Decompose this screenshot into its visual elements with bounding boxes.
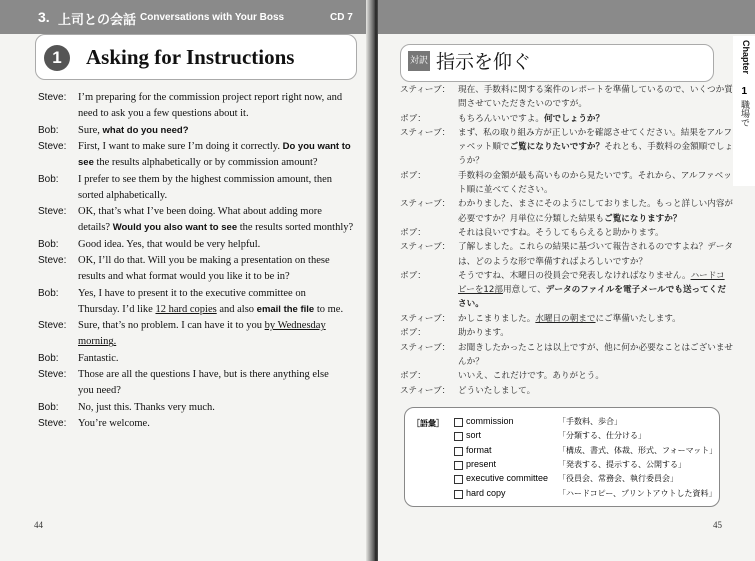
speaker-name: Bob: — [38, 287, 59, 299]
dialogue-line — [458, 197, 733, 211]
translation-badge: 対訳 — [408, 51, 430, 71]
dialogue-line — [78, 285, 306, 303]
dialogue-line — [458, 384, 535, 398]
dialogue-text: you need? — [78, 385, 121, 397]
dialogue-text: わかりました、まさにそのようにしておりました。もっと詳しい内容が — [458, 199, 734, 210]
checkbox-icon[interactable] — [454, 490, 463, 499]
speaker-name: Steve: — [38, 206, 67, 218]
vocabulary-definition: 「構成、書式、体裁、形式、フォーマット」 — [558, 445, 718, 455]
left-page — [0, 0, 372, 561]
page-number-right: 45 — [713, 520, 722, 530]
speaker-name: スティーブ： — [400, 128, 451, 138]
dialogue-text: ァベット順で — [458, 142, 510, 153]
dialogue-line — [458, 341, 733, 355]
side-tab-number: 1 — [741, 86, 747, 97]
dialogue-text: First, I want to make sure I’m doing it correctly. — [78, 140, 283, 152]
dialogue-text: 12 hard copies — [155, 303, 217, 315]
dialogue-line — [78, 382, 121, 400]
cd-track-label: CD 7 — [330, 12, 353, 23]
dialogue-text: Sure, — [78, 124, 103, 136]
vocabulary-item — [454, 444, 718, 459]
dialogue-line — [78, 203, 322, 221]
dialogue-text: 手数料の金額が最も高いものから見たいです。それから、アルファベッ — [458, 170, 732, 181]
dialogue-text: 何でしょうか？ — [543, 113, 605, 124]
section-number-badge: 1 — [44, 45, 70, 71]
dialogue-line — [78, 415, 150, 433]
dialogue-line — [458, 83, 733, 97]
vocabulary-definition: 「手数料、歩合」 — [558, 417, 622, 426]
dialogue-text: ピーを12部 — [458, 285, 503, 296]
dialogue-line — [458, 126, 732, 140]
speaker-name: Steve: — [38, 320, 67, 332]
vocabulary-definition: 「分類する、仕分ける」 — [558, 431, 646, 441]
dialogue-line — [458, 97, 587, 111]
dialogue-text: お聞きしたかったことは以上ですが、他に何か必要なことはございませ — [458, 342, 734, 353]
dialogue-text: Fantastic. — [78, 352, 119, 364]
speaker-name: Steve: — [38, 369, 67, 381]
dialogue-line — [78, 236, 260, 254]
dialogue-text: Good idea. Yes, that would be very helpful. — [78, 238, 261, 250]
dialogue-line — [458, 355, 484, 369]
vocabulary-item — [454, 459, 714, 473]
dialogue-text: Those are all the questions I have, but is there anything else — [78, 369, 329, 381]
speaker-name: ボブ： — [400, 228, 426, 238]
dialogue-text: にご準備いたします。 — [595, 313, 681, 324]
dialogue-text: Sure, that’s no problem. I can have it to you — [78, 320, 265, 332]
vocabulary-item — [454, 487, 717, 502]
dialogue-text: まず、私の取り組み方が正しいかを確認させてください。結果をアルフ — [458, 128, 732, 138]
dialogue-text: んか？ — [458, 356, 484, 367]
dialogue-line — [458, 169, 732, 183]
dialogue-line — [458, 112, 604, 126]
dialogue-line — [458, 226, 664, 240]
dialogue-line — [78, 301, 343, 319]
dialogue-text: もちろんいいですよ。 — [458, 113, 544, 124]
dialogue-text: sorted alphabetically. — [78, 189, 168, 201]
dialogue-text: No, just this. Thanks very much. — [78, 401, 215, 413]
dialogue-line — [78, 187, 167, 205]
speaker-name: Bob: — [38, 238, 59, 250]
speaker-name: スティーブ： — [400, 242, 451, 253]
vocabulary-word: sort — [466, 430, 482, 441]
vocabulary-word: executive committee — [466, 473, 549, 484]
dialogue-line — [78, 252, 330, 270]
dialogue-text: You’re welcome. — [78, 418, 150, 429]
dialogue-line — [78, 333, 116, 351]
right-page — [378, 0, 755, 561]
dialogue-text: ハードコ — [690, 271, 725, 281]
dialogue-text: what do you need? — [102, 124, 189, 136]
dialogue-text: morning. — [78, 336, 117, 348]
dialogue-text: ト順に並べてください。 — [458, 184, 553, 195]
dialogue-line — [78, 105, 249, 123]
dialogue-line — [458, 326, 509, 340]
dialogue-line — [458, 240, 733, 254]
speaker-name: スティーブ： — [400, 85, 451, 95]
header-band-right — [378, 0, 755, 34]
dialogue-line — [78, 268, 290, 286]
side-tab-label: 職場で — [739, 100, 749, 127]
translation-title: 指示を仰ぐ — [436, 51, 532, 73]
checkbox-icon[interactable] — [454, 475, 463, 484]
dialogue-text: そうですね、木曜日の役員会で発表しなければなりません。 — [458, 271, 691, 281]
vocabulary-word: commission — [466, 416, 514, 426]
dialogue-text: Thursday. I’d like — [78, 303, 156, 315]
dialogue-text: OK, I’ll do that. Will you be making a presentation on these — [78, 255, 330, 266]
speaker-name: Steve: — [38, 140, 67, 152]
side-tab-chapter: Chapter — [741, 40, 751, 75]
dialogue-text: need to ask you a few questions about it. — [78, 108, 249, 120]
header-band — [0, 0, 372, 34]
speaker-name: ボブ： — [400, 328, 426, 339]
dialogue-line — [78, 171, 332, 189]
speaker-name: Bob: — [38, 352, 59, 364]
speaker-name: Steve: — [38, 92, 67, 103]
dialogue-text: さい。 — [458, 299, 484, 310]
dialogue-text: ご覧になりたいですか？ — [509, 142, 605, 153]
speaker-name: ボブ： — [400, 170, 426, 181]
dialogue-line — [458, 269, 725, 283]
dialogue-text: 現在、手数料に関する案件のレポートを準備しているので、いくつか質 — [458, 85, 733, 95]
vocabulary-item — [454, 416, 714, 430]
chapter-title-en: Conversations with Your Boss — [140, 12, 285, 23]
chapter-number: 3. — [38, 9, 50, 25]
dialogue-text: 了解しました。これらの結果に基づいて報告されるのですよね？データ — [458, 242, 734, 253]
dialogue-text: details? — [78, 222, 113, 234]
dialogue-text: Do you want to — [282, 140, 351, 152]
section-title: Asking for Instructions — [86, 45, 295, 69]
dialogue-line — [458, 283, 726, 297]
speaker-name: Steve: — [38, 255, 67, 266]
dialogue-line — [78, 366, 329, 384]
speaker-name: ボブ： — [400, 271, 426, 281]
checkbox-icon[interactable] — [454, 461, 463, 470]
speaker-name: ボブ： — [400, 113, 426, 124]
dialogue-text: 問させていただきたいのですが。 — [458, 99, 587, 110]
speaker-name: スティーブ： — [400, 199, 451, 210]
dialogue-text: うか？ — [458, 156, 484, 167]
speaker-name: Bob: — [38, 401, 59, 413]
vocabulary-item — [454, 430, 714, 444]
speaker-name: Steve: — [38, 418, 67, 429]
speaker-name: スティーブ： — [400, 342, 451, 353]
dialogue-text: それは良いですね。そうしてもらえると助かります。 — [458, 228, 664, 238]
vocabulary-word: present — [466, 458, 497, 469]
dialogue-line — [78, 350, 119, 368]
dialogue-line — [458, 183, 553, 197]
dialogue-line — [78, 122, 189, 140]
dialogue-line — [78, 89, 342, 107]
dialogue-line — [458, 369, 604, 383]
dialogue-text: ご覧になりますか？ — [604, 213, 682, 224]
vocabulary-definition: 「ハードコピー、プリントアウトした資料」 — [558, 488, 717, 498]
vocabulary-word: hard copy — [466, 487, 506, 498]
checkbox-icon[interactable] — [454, 432, 463, 441]
dialogue-text: かしこまりました。 — [458, 313, 536, 324]
dialogue-line — [78, 219, 353, 237]
dialogue-text: I’m preparing for the commission project report right now, and — [78, 92, 343, 103]
dialogue-line — [458, 140, 733, 154]
dialogue-text: データのファイルを電子メールでも送ってくだ — [545, 285, 726, 296]
page-number-left: 44 — [34, 520, 43, 530]
dialogue-line — [458, 297, 484, 311]
vocabulary-word: format — [466, 444, 492, 455]
dialogue-line — [458, 212, 681, 226]
dialogue-text: to me. — [314, 303, 344, 315]
dialogue-text: 助かります。 — [458, 328, 509, 339]
dialogue-text: Yes, I have to present it to the executive committee on — [78, 287, 306, 299]
dialogue-text: どういたしまして。 — [458, 385, 536, 396]
dialogue-line — [78, 317, 326, 335]
dialogue-text: the results sorted monthly? — [237, 222, 354, 234]
dialogue-line — [78, 399, 215, 417]
dialogue-text: the results alphabetically or by commission amount? — [93, 157, 318, 169]
dialogue-line — [78, 154, 318, 172]
dialogue-text: by Wednesday — [264, 320, 326, 332]
speaker-name: スティーブ： — [400, 385, 451, 396]
dialogue-line — [458, 154, 484, 168]
dialogue-line — [458, 255, 647, 269]
speaker-name: スティーブ： — [400, 313, 451, 324]
dialogue-text: and also — [216, 303, 257, 315]
dialogue-text: see — [78, 157, 94, 169]
dialogue-text: は、どのような形で準備すればよろしいですか？ — [458, 256, 648, 267]
dialogue-text: I prefer to see them by the highest commission amount, then — [78, 173, 332, 185]
speaker-name: ボブ： — [400, 371, 426, 382]
dialogue-line — [458, 312, 681, 326]
dialogue-text: OK, that’s what I’ve been doing. What about adding more — [78, 206, 322, 218]
dialogue-text: それとも、手数料の金額順でしょ — [604, 142, 734, 153]
vocabulary-item — [454, 473, 714, 487]
checkbox-icon[interactable] — [454, 418, 463, 427]
dialogue-text: いいえ、これだけです。ありがとう。 — [458, 371, 604, 382]
dialogue-line — [78, 138, 351, 156]
checkbox-icon[interactable] — [454, 447, 463, 456]
dialogue-text: 必要ですか？月単位に分類した結果も — [458, 213, 605, 224]
dialogue-text: email the file — [256, 303, 315, 315]
dialogue-text: 用意して、 — [502, 285, 546, 296]
speaker-name: Bob: — [38, 124, 59, 136]
vocabulary-definition: 「役員会、常務会、執行委員会」 — [558, 474, 678, 484]
dialogue-text: results and what format would you like it to be in? — [78, 271, 290, 283]
dialogue-text: 水曜日の朝まで — [535, 313, 596, 324]
speaker-name: Bob: — [38, 173, 59, 185]
dialogue-text: Would you also want to see — [112, 222, 238, 234]
chapter-title-jp: 上司との会話 — [58, 12, 137, 27]
vocabulary-definition: 「発表する、提示する、公開する」 — [558, 459, 686, 469]
vocabulary-label: ［語彙］ — [412, 419, 444, 428]
